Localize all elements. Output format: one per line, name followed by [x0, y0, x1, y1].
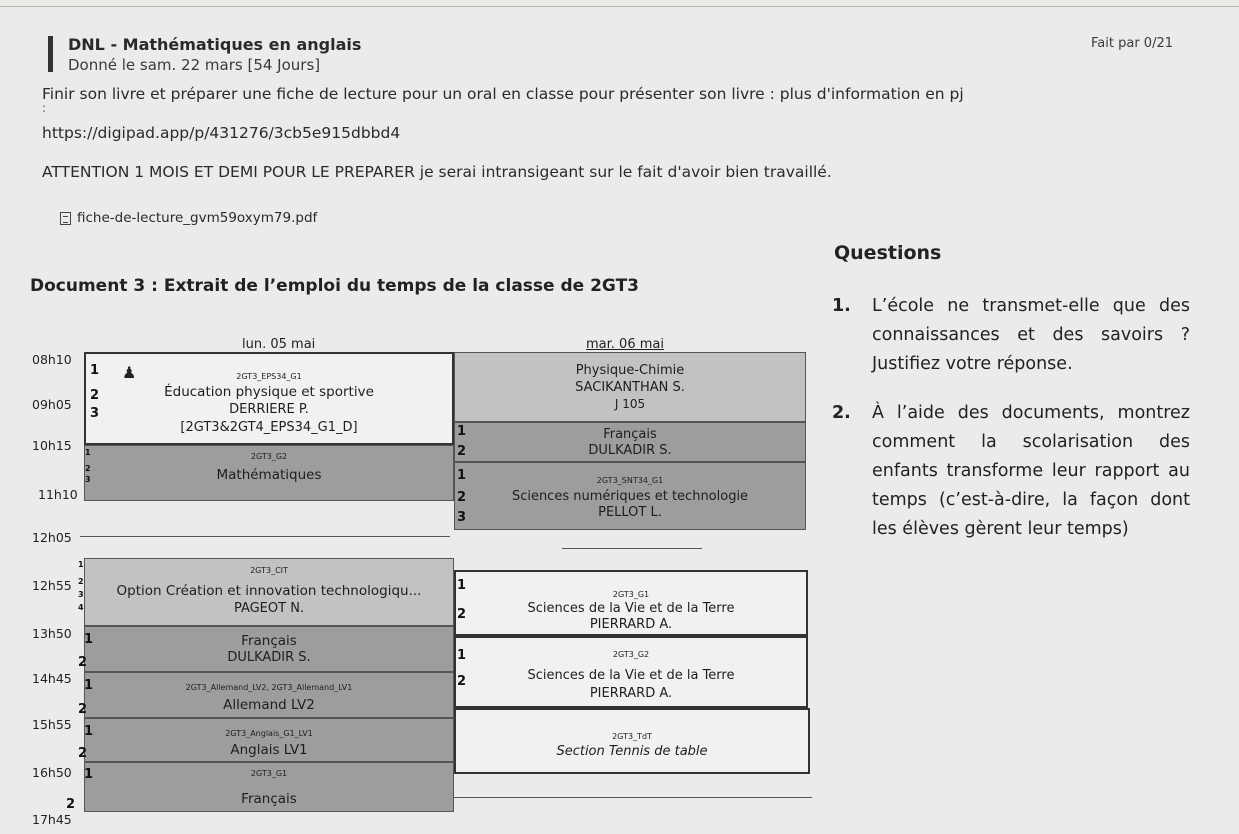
course-code: 2GT3_Anglais_G1_LV1 — [225, 729, 313, 738]
course-code: 2GT3_G1 — [612, 590, 650, 599]
course-name: Mathématiques — [216, 467, 322, 483]
course-name: Sciences numériques et technologie — [511, 489, 749, 504]
slot-number: 2 — [78, 577, 84, 586]
day-header-tuesday: mar. 06 mai — [586, 337, 664, 352]
slot-number: 1 — [457, 468, 467, 483]
slot-number: 4 — [78, 603, 84, 612]
slot-number: 1 — [457, 424, 467, 439]
course-name: Français — [241, 633, 297, 649]
course-code: 2GT3_SNT34_G1 — [596, 476, 664, 485]
lunch-divider — [80, 536, 450, 537]
slot-number: 3 — [457, 510, 467, 525]
course-teacher: PIERRARD A. — [589, 617, 673, 632]
questions-list — [832, 292, 1190, 544]
file-icon — [60, 212, 71, 225]
tuesday-french-cell[interactable] — [454, 422, 806, 462]
monday-math-cell[interactable] — [84, 445, 454, 501]
course-code: 2GT3_G2 — [612, 650, 650, 659]
monday-eps-cell[interactable] — [84, 352, 454, 445]
slot-number: 1 — [457, 578, 467, 593]
time-label: 12h05 — [32, 530, 72, 545]
person-icon: ♟ — [122, 363, 137, 382]
slot-number: 2 — [457, 444, 467, 459]
slot-number: 2 — [66, 797, 76, 812]
post-warning: ATTENTION 1 MOIS ET DEMI POUR LE PREPARER je serai intransigeant sur le fait d'avoir bien travaillé. — [42, 163, 832, 181]
slot-number: 2 — [457, 607, 467, 622]
question-text: À l’aide des documents, montrez comment la scolarisation des enfants transforme leur rapport au temps (c’est-à-dire, la façon dont les élèves gèrent leur temps) — [872, 403, 1190, 539]
time-label: 13h50 — [32, 626, 72, 641]
slot-number: 1 — [85, 448, 91, 457]
slot-number: 1 — [84, 632, 94, 647]
document-title: Document 3 : Extrait de l’emploi du temps de la classe de 2GT3 — [30, 276, 640, 296]
course-teacher: SACIKANTHAN S. — [575, 380, 685, 395]
monday-french-cell[interactable] — [84, 626, 454, 672]
slot-number: 1 — [84, 724, 94, 739]
monday-french-cell-2[interactable] — [84, 762, 454, 812]
post-title: DNL - Mathématiques en anglais — [68, 35, 362, 54]
course-code: 2GT3_Allemand_LV2, 2GT3_Allemand_LV1 — [185, 683, 353, 692]
course-teacher: DULKADIR S. — [588, 443, 672, 458]
question-item — [832, 292, 1190, 379]
course-code: 2GT3_EPS34_G1 — [236, 372, 302, 381]
question-number: 1. — [832, 296, 851, 316]
course-group: [2GT3&2GT4_EPS34_G1_D] — [180, 420, 358, 435]
slot-number: 2 — [457, 490, 467, 505]
tuesday-physics-cell[interactable] — [454, 352, 806, 422]
course-name: Anglais LV1 — [230, 742, 308, 758]
monday-option-cell[interactable] — [84, 558, 454, 626]
course-name: Français — [603, 427, 657, 442]
course-teacher: DERRIERE P. — [229, 402, 309, 417]
time-label: 12h55 — [32, 578, 72, 593]
monday-english-cell[interactable] — [84, 718, 454, 762]
attachment-filename: fiche-de-lecture_gvm59oxym79.pdf — [77, 210, 318, 226]
slot-number: 1 — [90, 363, 100, 378]
done-by-count: Fait par 0/21 — [1091, 36, 1173, 51]
course-code: 2GT3_CIT — [250, 566, 288, 575]
course-teacher: DULKADIR S. — [227, 650, 311, 665]
slot-number: 2 — [457, 674, 467, 689]
slot-number: 3 — [78, 590, 84, 599]
course-name: Option Création et innovation technologiqu... — [116, 583, 422, 599]
slot-number: 1 — [84, 678, 94, 693]
course-teacher: PIERRARD A. — [589, 686, 673, 701]
post-date: Donné le sam. 22 mars [54 Jours] — [68, 56, 321, 74]
course-name: Sciences de la Vie et de la Terre — [527, 668, 735, 683]
time-label: 09h05 — [32, 397, 72, 412]
slot-number: 1 — [84, 767, 94, 782]
question-text: L’école ne transmet-elle que des connaissances et des savoirs ? Justifiez votre réponse. — [872, 296, 1190, 374]
course-teacher: PAGEOT N. — [233, 601, 305, 616]
time-label: 16h50 — [32, 765, 72, 780]
tuesday-svt-cell-2[interactable] — [454, 636, 808, 708]
course-room: J 105 — [614, 397, 646, 411]
attachment-link[interactable] — [60, 210, 317, 226]
tuesday-snt-cell[interactable] — [454, 462, 806, 530]
course-code: 2GT3_TdT — [612, 732, 652, 741]
time-label: 17h45 — [32, 812, 72, 827]
course-name: Français — [241, 791, 297, 807]
course-teacher: PELLOT L. — [598, 505, 662, 520]
monday-german-cell[interactable] — [84, 672, 454, 718]
course-name: Section Tennis de table — [556, 744, 708, 759]
course-name: Physique-Chimie — [575, 363, 685, 378]
post-colon: : — [42, 101, 47, 115]
slot-number: 2 — [85, 464, 91, 473]
post-accent-bar — [48, 36, 53, 72]
questions-title: Questions — [834, 242, 942, 264]
time-label: 15h55 — [32, 717, 72, 732]
slot-number: 3 — [85, 475, 91, 484]
slot-number: 2 — [78, 746, 88, 761]
slot-number: 2 — [78, 702, 88, 717]
slot-number: 1 — [457, 648, 467, 663]
slot-number: 2 — [78, 655, 88, 670]
course-name: Éducation physique et sportive — [164, 384, 374, 400]
time-label: 08h10 — [32, 352, 72, 367]
slot-number: 3 — [90, 406, 100, 421]
course-name: Sciences de la Vie et de la Terre — [527, 601, 735, 616]
question-number: 2. — [832, 403, 851, 423]
course-code: 2GT3_G2 — [250, 452, 288, 461]
slot-number: 1 — [78, 560, 84, 569]
time-label: 11h10 — [38, 487, 78, 502]
top-divider — [0, 6, 1239, 7]
post-instruction: Finir son livre et préparer une fiche de lecture pour un oral en classe pour présenter son livre : plus d'information en pj — [42, 85, 964, 103]
course-code: 2GT3_G1 — [250, 769, 288, 778]
time-label: 10h15 — [32, 438, 72, 453]
tuesday-tennis-cell[interactable] — [454, 708, 810, 774]
time-label: 14h45 — [32, 671, 72, 686]
tuesday-svt-cell[interactable] — [454, 570, 808, 636]
lunch-divider — [562, 548, 702, 549]
day-header-monday: lun. 05 mai — [242, 337, 316, 352]
slot-number: 2 — [90, 388, 100, 403]
course-name: Allemand LV2 — [223, 697, 315, 713]
question-item — [832, 399, 1190, 544]
end-divider — [450, 797, 812, 798]
digipad-link[interactable]: https://digipad.app/p/431276/3cb5e915dbbd4 — [42, 124, 401, 142]
